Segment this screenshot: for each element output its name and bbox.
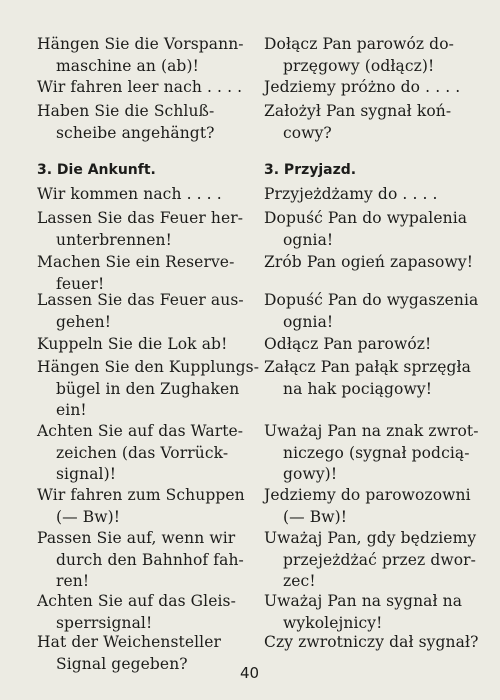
polish-phrase: Dopuść Pan do wygaszenia ognia! (264, 291, 479, 331)
german-phrase: Achten Sie auf das Gleis- sperrsignal! (37, 592, 236, 632)
german-phrase: Wir fahren zum Schuppen (— Bw)! (37, 486, 245, 526)
german-phrase: Haben Sie die Schluß- scheibe angehängt? (37, 102, 215, 142)
polish-phrase: Odłącz Pan parowóz! (264, 335, 432, 353)
polish-phrase: Uważaj Pan, gdy będziemy przejeżdżać przez dwor- zec! (264, 529, 477, 590)
german-phrase: Kuppeln Sie die Lok ab! (37, 335, 228, 353)
german-phrase: Machen Sie ein Reserve- feuer! (37, 253, 235, 293)
german-phrase: Hängen Sie die Vorspann- maschine an (ab)! (37, 35, 244, 75)
german-phrase: Passen Sie auf, wenn wir durch den Bahnhof fah- ren! (37, 529, 244, 590)
polish-phrase: Uważaj Pan na sygnał na wykolejnicy! (264, 592, 463, 632)
german-phrase: Hängen Sie den Kupplungs- bügel in den Zughaken ein! (37, 358, 260, 419)
polish-phrase: Dopuść Pan do wypalenia ognia! (264, 209, 468, 249)
polish-phrase: Uważaj Pan na znak zwrot- niczego (sygnał podcią- gowy)! (264, 422, 479, 483)
german-phrase: Lassen Sie das Feuer her- unterbrennen! (37, 209, 244, 249)
german-phrase: Wir fahren leer nach . . . . (37, 78, 243, 96)
polish-phrase: Założył Pan sygnał koń- cowy? (264, 102, 452, 142)
polish-phrase: Załącz Pan pałąk sprzęgła na hak pociągowy! (264, 358, 471, 398)
polish-phrase: Dołącz Pan parowóz do- przęgowy (odłącz)! (264, 35, 454, 75)
german-phrase: Hat der Weichensteller Signal gegeben? (37, 633, 222, 673)
section-heading: 3. Przyjazd. (264, 162, 357, 178)
german-phrase: Achten Sie auf das Warte- zeichen (das Vorrück- signal)! (37, 422, 244, 483)
polish-phrase: Przyjeżdżamy do . . . . (264, 185, 438, 203)
section-heading: 3. Die Ankunft. (37, 162, 156, 178)
german-phrase: Lassen Sie das Feuer aus- gehen! (37, 291, 244, 331)
polish-phrase: Czy zwrotniczy dał sygnał? (264, 633, 479, 651)
polish-phrase: Jedziemy do parowozowni (— Bw)! (264, 486, 471, 526)
polish-phrase: Jedziemy próżno do . . . . (264, 78, 461, 96)
german-phrase: Wir kommen nach . . . . (37, 185, 222, 203)
polish-phrase: Zrób Pan ogień zapasowy! (264, 253, 474, 271)
page-number: 40 (240, 664, 260, 682)
